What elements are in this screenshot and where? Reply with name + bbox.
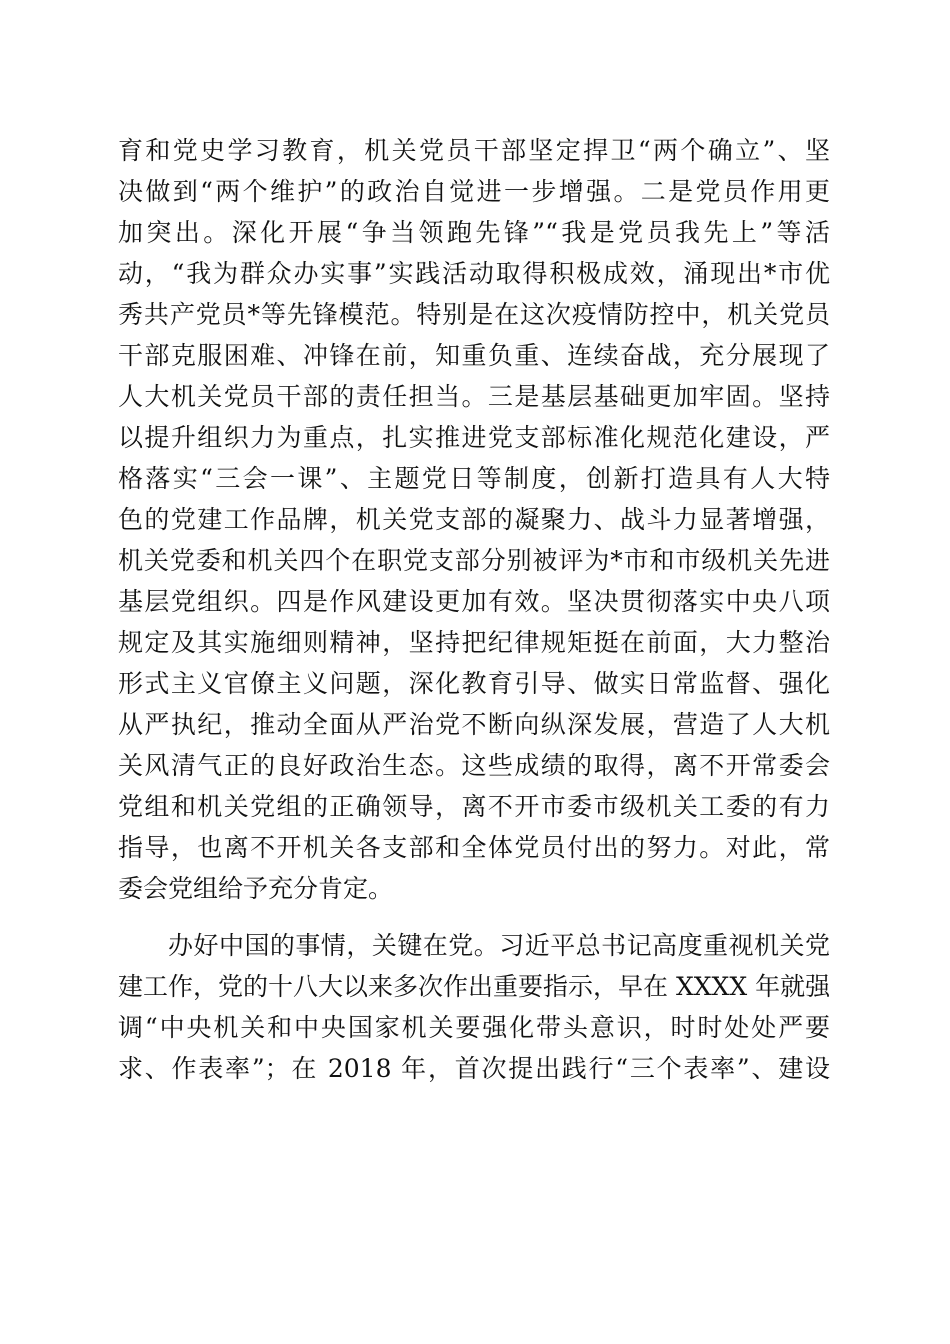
paragraph-1-line: 人大机关党员干部的责任担当。三是基层基础更加牢固。坚持: [118, 382, 830, 411]
paragraph-1-line: 机关党委和机关四个在职党支部分别被评为*市和市级机关先进: [118, 546, 830, 575]
paragraph-2-line: 调“中央机关和中央国家机关要强化带头意识，时时处处严要: [118, 1013, 830, 1042]
paragraph-1-line: 秀共产党员*等先锋模范。特别是在这次疫情防控中，机关党员: [118, 300, 830, 329]
paragraph-2: [118, 925, 830, 1089]
paragraph-1-line: 干部克服困难、冲锋在前，知重负重、连续奋战，充分展现了: [118, 341, 830, 370]
paragraph-1: [118, 130, 830, 909]
paragraph-1-line: 党组和机关党组的正确领导，离不开市委市级机关工委的有力: [118, 792, 830, 821]
paragraph-1-line: 委会党组给予充分肯定。: [118, 874, 394, 903]
document-body: [118, 130, 830, 1089]
paragraph-1-line: 决做到“两个维护”的政治自觉进一步增强。二是党员作用更: [118, 177, 830, 206]
paragraph-1-line: 格落实“三会一课”、主题党日等制度，创新打造具有人大特: [118, 464, 830, 493]
paragraph-1-line: 从严执纪，推动全面从严治党不断向纵深发展，营造了人大机: [118, 710, 830, 739]
paragraph-1-line: 关风清气正的良好政治生态。这些成绩的取得，离不开常委会: [118, 751, 830, 780]
paragraph-1-line: 加突出。深化开展“争当领跑先锋”“我是党员我先上”等活: [118, 218, 830, 247]
paragraph-1-line: 以提升组织力为重点，扎实推进党支部标准化规范化建设，严: [118, 423, 830, 452]
paragraph-2-line: 求、作表率”；在 2018 年，首次提出践行“三个表率”、建设: [118, 1054, 830, 1083]
paragraph-1-line: 指导，也离不开机关各支部和全体党员付出的努力。对此，常: [118, 833, 830, 862]
paragraph-1-line: 规定及其实施细则精神，坚持把纪律规矩挺在前面，大力整治: [118, 628, 830, 657]
paragraph-1-line: 色的党建工作品牌，机关党支部的凝聚力、战斗力显著增强，: [118, 505, 830, 534]
paragraph-1-line: 基层党组织。四是作风建设更加有效。坚决贯彻落实中央八项: [118, 587, 830, 616]
paragraph-1-line: 动，“我为群众办实事”实践活动取得积极成效，涌现出*市优: [118, 259, 830, 288]
paragraph-1-line: 形式主义官僚主义问题，深化教育引导、做实日常监督、强化: [118, 669, 830, 698]
paragraph-2-line: 建工作，党的十八大以来多次作出重要指示，早在 XXXX 年就强: [118, 972, 831, 1001]
paragraph-spacer: [118, 909, 830, 925]
paragraph-1-line: 育和党史学习教育，机关党员干部坚定捍卫“两个确立”、坚: [118, 136, 830, 165]
paragraph-2-line: 办好中国的事情，关键在党。习近平总书记高度重视机关党: [168, 931, 830, 960]
